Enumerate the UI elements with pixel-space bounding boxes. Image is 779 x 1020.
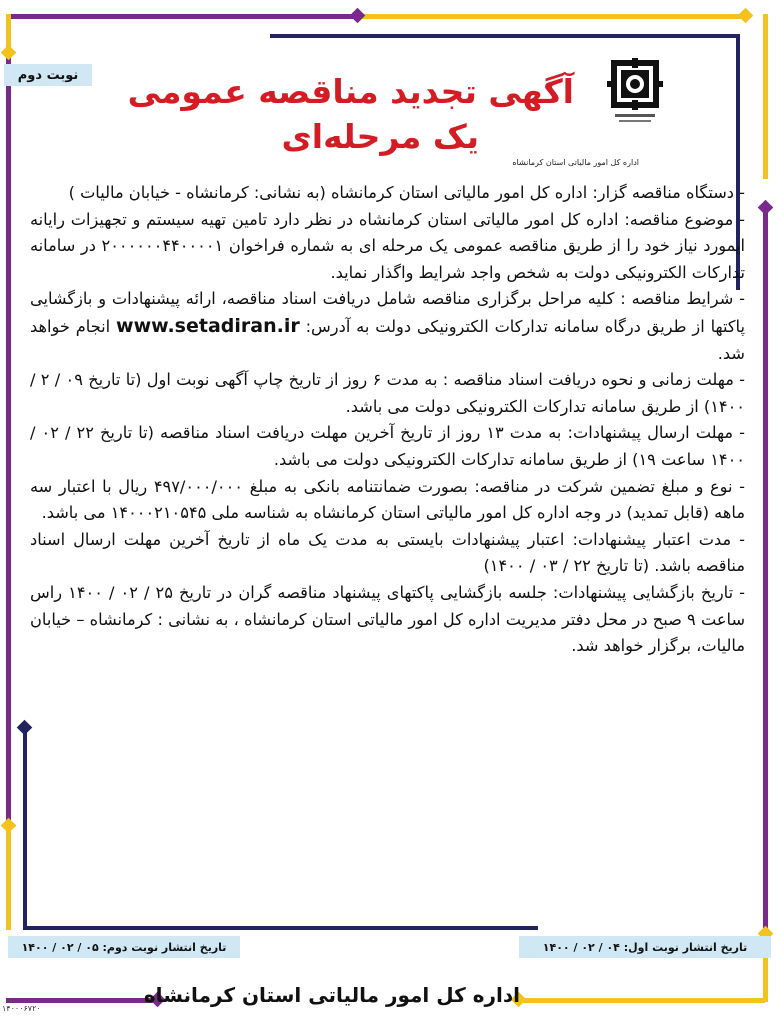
frame-top-purple — [6, 14, 358, 19]
ornament-diamond — [1, 45, 17, 61]
ornament-diamond — [738, 8, 754, 24]
tender-authority: - دستگاه مناقصه گزار: اداره کل امور مالیاتی استان کرمانشاه (به نشانی: کرمانشاه - خیابان مالیات ) — [68, 183, 745, 202]
frame-bottom-yellow — [520, 998, 765, 1003]
ornament-diamond — [350, 8, 366, 24]
notice-body — [30, 180, 745, 910]
setadiran-link[interactable]: www.setadiran.ir — [116, 314, 300, 337]
frame-bottom-purple — [6, 998, 156, 1003]
conditions-end: انجام خواهد شد. — [30, 316, 745, 363]
second-publication-date: تاریخ انتشار نوبت دوم: ۰۵ / ۰۲ / ۱۴۰۰ — [8, 936, 240, 958]
document-deadline: - مهلت زمانی و نحوه دریافت اسناد مناقصه : به مدت ۶ روز از تاریخ چاپ آگهی نوبت اول (تا تاریخ ۰۹ / ۲ / ۱۴۰۰) از طریق سامانه تدارکات الکترونیکی دولت می باشد. — [30, 370, 745, 416]
tender-subject: - موضوع مناقصه: اداره کل امور مالیاتی استان کرمانشاه در نظر دارد تامین تهیه سیستم و تجهیزات رایانه ایمورد نیاز خود را از طریق مناقصه عمومی یک مرحله ای به شماره فراخوان ۲۰۰۰۰۰۰۴۴۰۰۰۰۱ در سامانه تدارکات الکترونیکی دولت به شخص واجد شرایط واگذار نماید. — [30, 209, 745, 282]
issuer-name-small: اداره کل امور مالیاتی استان کرمانشاه — [512, 158, 639, 167]
ornament-diamond — [1, 818, 17, 834]
conditions-text: - شرایط مناقصه : کلیه مراحل برگزاری مناقصه شامل دریافت اسناد مناقصه، ارائه پیشنهادات و بازگشایی پاکتها از طریق درگاه سامانه تدارکات الکترونیکی دولت به آدرس: — [30, 289, 745, 336]
notice-subtitle: یک مرحله‌ای — [281, 117, 479, 156]
frame-inner-left-navy — [23, 730, 27, 930]
footer-issuer: اداره کل امور مالیاتی استان کرمانشاه — [143, 983, 520, 1007]
frame-left-yellow-bottom — [6, 830, 11, 930]
ad-code: ۱۴۰۰۰۶۷۲۰ — [2, 1004, 41, 1013]
ornament-diamond — [758, 200, 774, 216]
submission-deadline: - مهلت ارسال پیشنهادات: به مدت ۱۳ روز از تاریخ آخرین مهلت دریافت اسناد مناقصه (تا تاریخ ۲۲ / ۰۲ / ۱۴۰۰ ساعت ۱۹) از طریق سامانه تدارکات الکترونیکی دولت می باشد. — [30, 423, 745, 469]
notice-title: آگهی تجدید مناقصه عمومی — [127, 72, 574, 111]
tax-organization-emblem-icon — [603, 58, 667, 152]
round-badge: نوبت دوم — [4, 64, 92, 86]
validity-period: - مدت اعتبار پیشنهادات: اعتبار پیشنهادات بایستی به مدت یک ماه از تاریخ آخرین مهلت ارسال اسناد مناقصه باشد. (تا تاریخ ۲۲ / ۰۳ / ۱۴۰۰) — [30, 529, 745, 576]
frame-inner-bottom-navy — [23, 926, 538, 930]
frame-left-purple — [6, 52, 11, 824]
frame-inner-top-navy — [270, 34, 740, 38]
frame-top-yellow — [360, 14, 744, 19]
frame-right-purple — [763, 210, 768, 934]
frame-right-yellow — [763, 14, 768, 179]
tender-conditions — [30, 286, 745, 367]
opening-date: - تاریخ بازگشایی پیشنهادات: جلسه بازگشایی پاکتهای پیشنهاد مناقصه گران در تاریخ ۲۵ / ۰۲ / ۱۴۰۰ راس ساعت ۹ صبح در محل دفتر مدیریت اداره کل امور مالیاتی استان کرمانشاه ، به نشانی : کرمانشاه – خیابان مالیات، برگزار خواهد شد. — [30, 582, 745, 656]
guarantee-info: - نوع و مبلغ تضمین شرکت در مناقصه: بصورت ضمانتنامه بانکی به مبلغ ۴۹۷/۰۰۰/۰۰۰ ریال با اعتبار سه ماهه (قابل تمدید) در وجه اداره کل امور مالیاتی استان کرمانشاه به شناسه ملی ۱۴۰۰۰۲۱۰۵۴۵ می باشد. — [30, 476, 745, 523]
first-publication-date: تاریخ انتشار نوبت اول: ۰۴ / ۰۲ / ۱۴۰۰ — [519, 936, 771, 958]
